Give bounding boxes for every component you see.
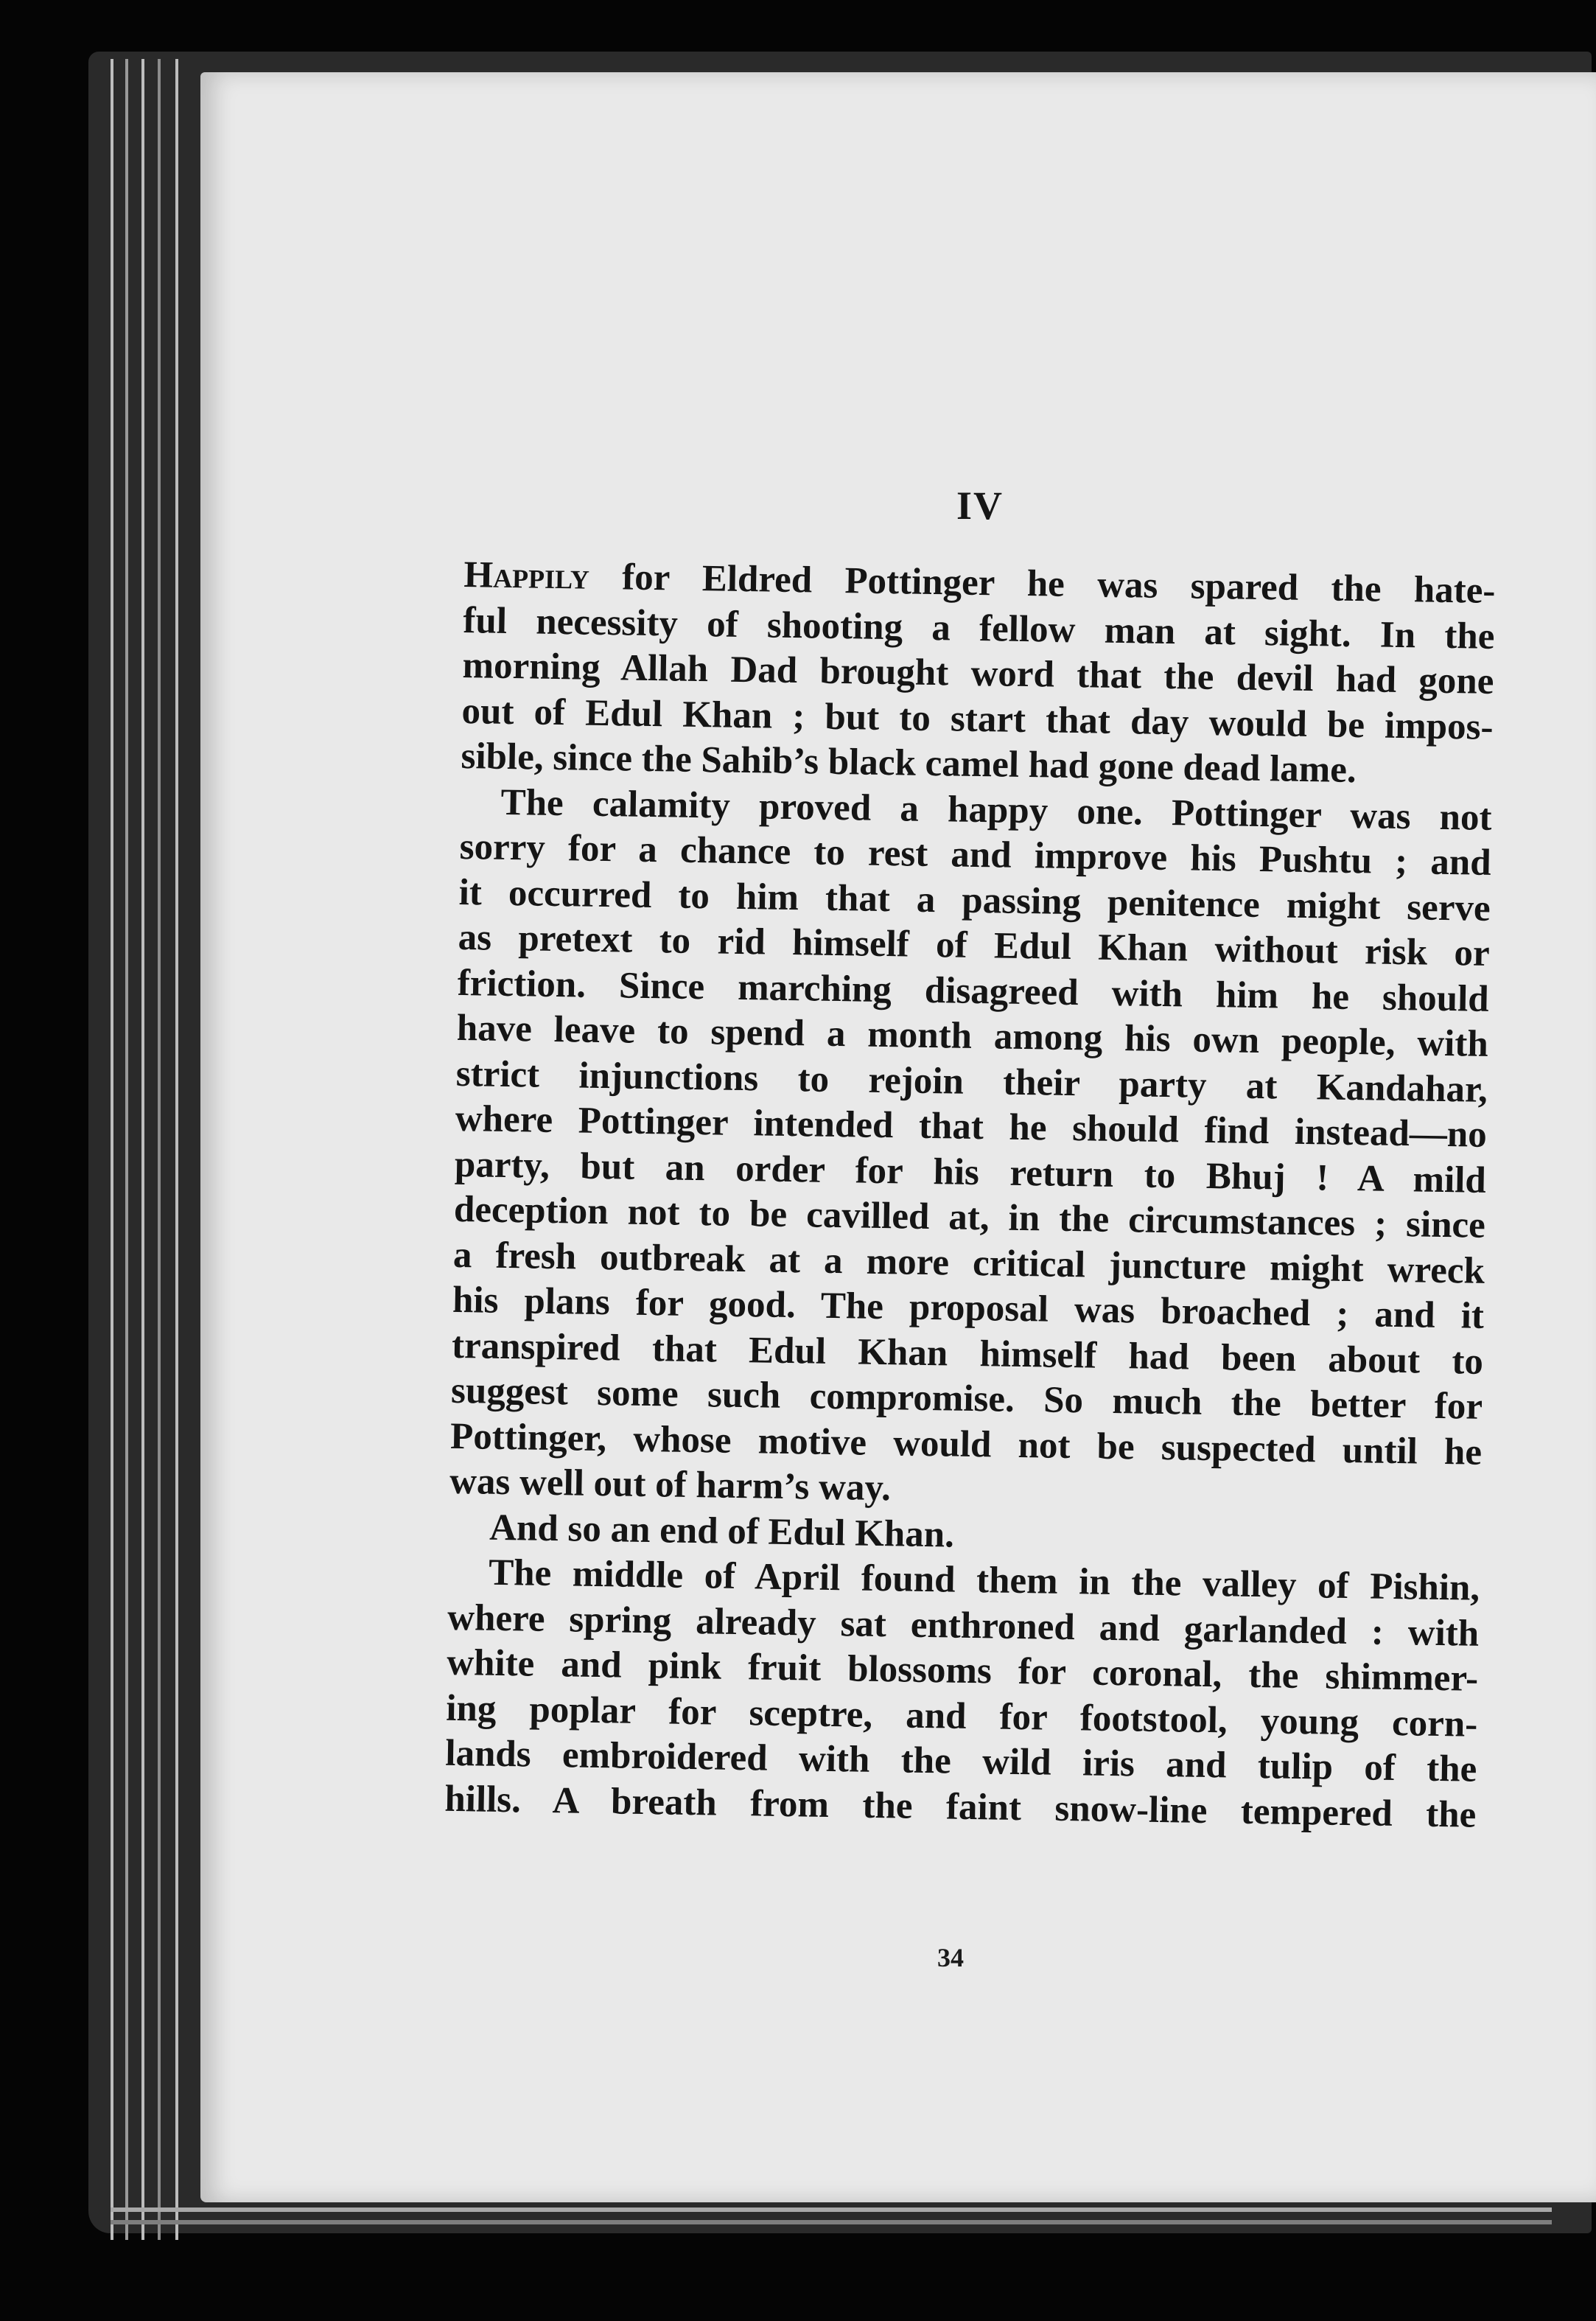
page-edge-bottom [111, 2220, 1552, 2224]
line-text: sible, since the Sahib’s black camel had gone dead lame. [461, 735, 1357, 792]
page-edge [125, 59, 128, 2240]
line-text: was well out of harm’s way. [449, 1460, 892, 1509]
line-text: out of Edul Khan ; but to start that day would be impos- [461, 690, 1494, 748]
line-text: for Eldred Pottinger he was spared the hate- [589, 556, 1496, 612]
line-text: hills. A breath from the faint snow-line tempered the [444, 1778, 1477, 1836]
line-text: friction. Since marching disagreed with him he should [457, 962, 1490, 1020]
line-text: party, but an order for his return to Bhuj ! A mild [454, 1143, 1487, 1201]
line-text: sorry for a chance to rest and improve his Pushtu ; and [459, 826, 1491, 884]
line-text: his plans for good. The proposal was broached ; and it [452, 1279, 1485, 1337]
line-text: where spring already sat enthroned and garlanded : with [447, 1596, 1480, 1655]
line-text: a fresh outbreak at a more critical juncture might wreck [452, 1234, 1485, 1292]
line-text: ing poplar for sceptre, and for footstool, young corn- [445, 1687, 1478, 1745]
line-text: ful necessity of shooting a fellow man at sight. In the [463, 599, 1495, 657]
line-text: it occurred to him that a passing penitence might serve [458, 871, 1491, 929]
line-text: as pretext to rid himself of Edul Khan without risk or [458, 916, 1491, 974]
chapter-heading: IV [956, 484, 1004, 528]
line-text: transpired that Edul Khan himself had been about to [451, 1324, 1484, 1383]
line-text: strict injunctions to rejoin their party at Kandahar, [455, 1053, 1488, 1111]
line-text: The calamity proved a happy one. Pottinger was not [500, 781, 1492, 839]
line-text: Pottinger, whose motive would not be suspected until he [449, 1415, 1483, 1473]
line-text: have leave to spend a month among his own people, with [456, 1007, 1489, 1065]
line-text: lands embroidered with the wild iris and tulip of the [444, 1732, 1477, 1790]
body-text [444, 553, 1496, 1838]
page-edge [158, 59, 161, 2240]
page-edge [141, 59, 144, 2240]
line-text: morning Allah Dad brought word that the devil had gone [462, 644, 1494, 702]
line-text: And so an end of Edul Khan. [489, 1507, 955, 1556]
line-text: suggest some such compromise. So much the better for [450, 1369, 1483, 1428]
opening-word: Happily [463, 554, 590, 598]
line-text: where Pottinger intended that he should find instead—no [455, 1097, 1488, 1156]
page-edge [111, 59, 113, 2240]
line-text: The middle of April found them in the valley of Pishin, [488, 1552, 1480, 1609]
line-text: deception not to be cavilled at, in the circumstances ; since [453, 1188, 1486, 1246]
line-text: white and pink fruit blossoms for coronal, the shimmer- [446, 1641, 1479, 1700]
page-number: 34 [937, 1943, 964, 1972]
page-edge [175, 59, 178, 2240]
page-edge-bottom [111, 2207, 1552, 2212]
